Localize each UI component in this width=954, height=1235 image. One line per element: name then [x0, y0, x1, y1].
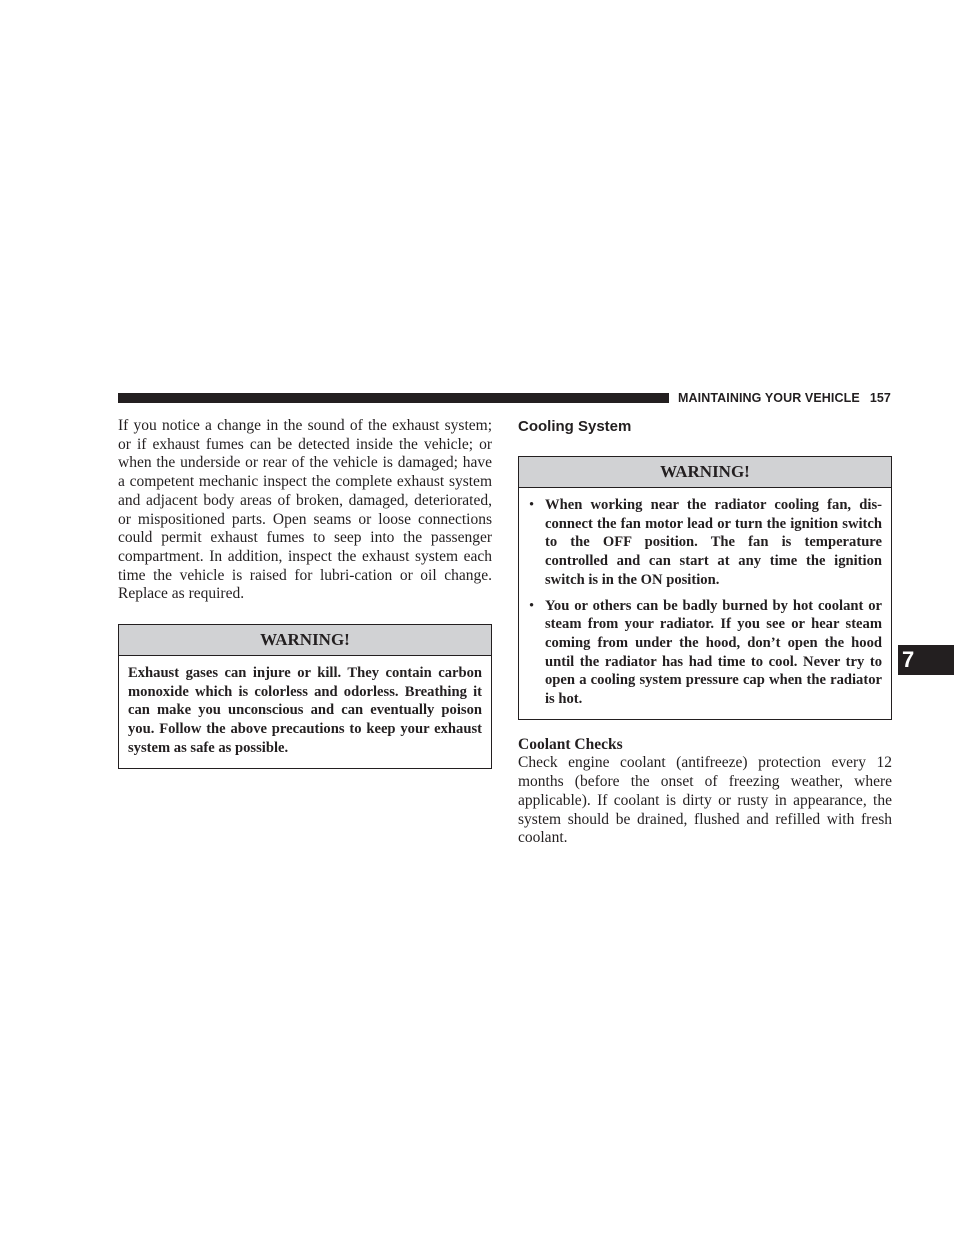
chapter-tab: 7	[898, 645, 954, 675]
coolant-checks-paragraph: Check engine coolant (antifreeze) protection every 12 months (before the onset of freezing weather, where applicable). If coolant is dirty or rusty in appearance, the system should be drained, flushed and refilled with fresh coolant.	[518, 754, 892, 847]
exhaust-warning-text: Exhaust gases can injure or kill. They contain carbon monoxide which is colorless and odorless. Breathing it can make you unconscious and can eventually poison you. Follow the above precautions to keep your exhaust system as safe as possible.	[128, 665, 482, 756]
left-column	[118, 417, 492, 769]
header-rule	[118, 393, 669, 403]
cooling-warning-box	[518, 456, 892, 720]
warning-list-item: • You or others can be badly burned by hot coolant or steam from your radiator. If you see or hear steam coming from under the hood, don’t open the hood until the radiator has had time to cool. Never try to open a cooling system pressure cap when the radiator is hot.	[528, 597, 882, 709]
cooling-system-heading: Cooling System	[518, 418, 632, 435]
coolant-checks-heading: Coolant Checks	[518, 735, 623, 753]
right-column	[518, 417, 892, 848]
running-header	[678, 390, 892, 406]
warning-title: WARNING!	[119, 625, 491, 656]
warning-title: WARNING!	[519, 457, 891, 488]
warning-list-item: • When working near the radiator cooling fan, dis-connect the fan motor lead or turn the ignition switch to the OFF position. The fan is temperature controlled and can start at any time the ignition switch is in the ON position.	[528, 496, 882, 590]
exhaust-warning-box	[118, 624, 492, 769]
cooling-warning-body	[519, 488, 891, 719]
page-number: 157	[869, 391, 891, 405]
warning-list	[528, 496, 882, 709]
exhaust-paragraph: If you notice a change in the sound of the exhaust system; or if exhaust fumes can be detected inside the vehicle; or when the underside or rear of the vehicle is damaged; have a competent mechanic inspect the complete exhaust system and adjacent body areas of broken, damaged, deteriorated, or mispositioned parts. Open seams or loose connections could permit exhaust fumes to seep into the passenger compartment. In addition, inspect the exhaust system each time the vehicle is raised for lubri-cation or oil change. Replace as required.	[118, 417, 492, 603]
header-section-title: MAINTAINING YOUR VEHICLE	[678, 391, 860, 405]
